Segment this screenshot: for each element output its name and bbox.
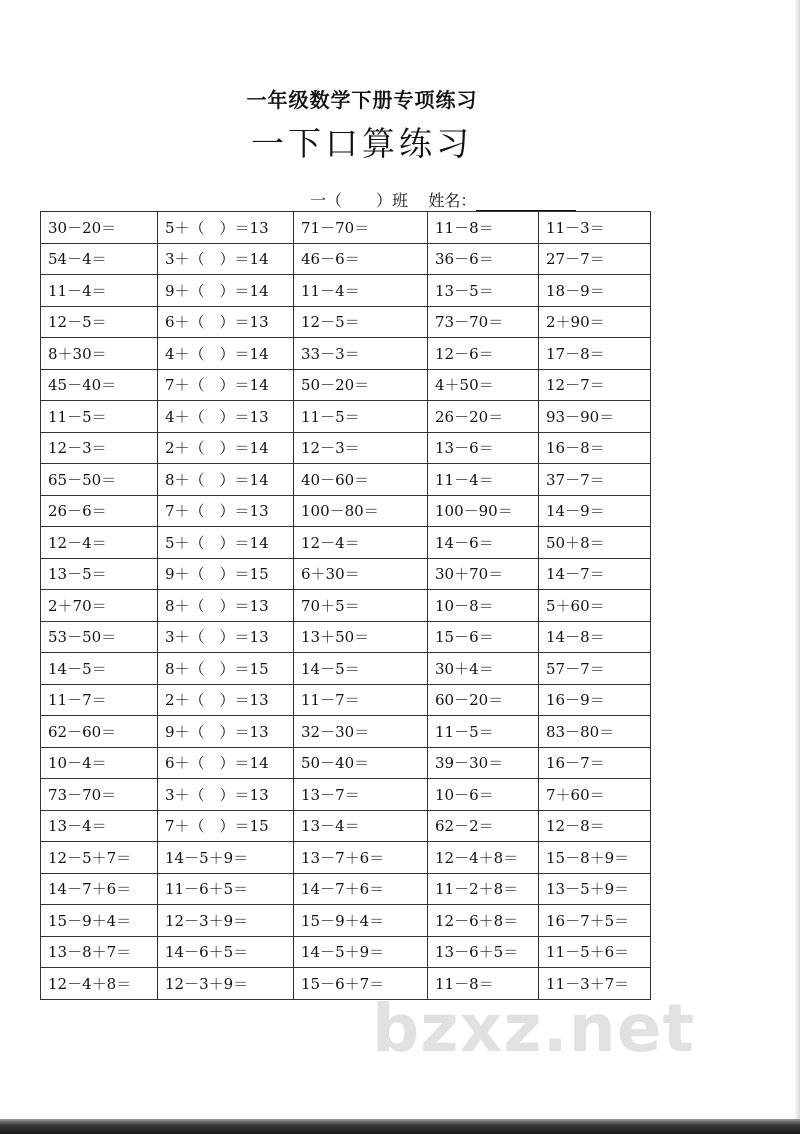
problem-cell: 17－8＝ xyxy=(539,338,651,370)
problem-cell: 73－70＝ xyxy=(41,779,158,811)
problem-cell: 9＋（ ）＝13 xyxy=(158,716,294,748)
problem-cell: 11－6＋5＝ xyxy=(158,873,294,905)
problem-cell: 15－8＋9＝ xyxy=(539,842,651,874)
table-row xyxy=(41,464,651,496)
table-row xyxy=(41,936,651,968)
problem-cell: 11－8＝ xyxy=(428,968,539,1000)
table-row xyxy=(41,653,651,685)
table-row xyxy=(41,873,651,905)
problem-cell: 11－8＝ xyxy=(428,212,539,244)
table-row xyxy=(41,432,651,464)
table-row xyxy=(41,684,651,716)
table-row xyxy=(41,716,651,748)
problem-cell: 5＋60＝ xyxy=(539,590,651,622)
problem-cell: 100－80＝ xyxy=(294,495,428,527)
problem-cell: 10－6＝ xyxy=(428,779,539,811)
worksheet-subtitle: 一年级数学下册专项练习 xyxy=(246,88,478,112)
problem-cell: 11－7＝ xyxy=(41,684,158,716)
table-row xyxy=(41,495,651,527)
problem-cell: 12－4＋8＝ xyxy=(428,842,539,874)
problem-cell: 14－6＝ xyxy=(428,527,539,559)
problem-cell: 5＋（ ）＝14 xyxy=(158,527,294,559)
problem-cell: 12－5＝ xyxy=(294,306,428,338)
problem-cell: 53－50＝ xyxy=(41,621,158,653)
problem-cell: 16－7＝ xyxy=(539,747,651,779)
problem-cell: 62－60＝ xyxy=(41,716,158,748)
table-row xyxy=(41,905,651,937)
problem-cell: 3＋（ ）＝14 xyxy=(158,243,294,275)
problem-cell: 4＋50＝ xyxy=(428,369,539,401)
problem-cell: 12－5＝ xyxy=(41,306,158,338)
problem-cell: 12－6＋8＝ xyxy=(428,905,539,937)
problem-cell: 13－4＝ xyxy=(41,810,158,842)
name-blank-line[interactable] xyxy=(476,196,576,211)
problem-cell: 14－5＋9＝ xyxy=(294,936,428,968)
problem-cell: 12－6＝ xyxy=(428,338,539,370)
problem-cell: 32－30＝ xyxy=(294,716,428,748)
problem-cell: 13－8＋7＝ xyxy=(41,936,158,968)
problem-cell: 50＋8＝ xyxy=(539,527,651,559)
problem-cell: 2＋（ ）＝13 xyxy=(158,684,294,716)
problem-cell: 71－70＝ xyxy=(294,212,428,244)
problem-cell: 8＋（ ）＝14 xyxy=(158,464,294,496)
problem-cell: 11－4＝ xyxy=(428,464,539,496)
class-prefix: 一（ xyxy=(310,191,343,210)
problem-cell: 30＋4＝ xyxy=(428,653,539,685)
viewer-bottom-bar xyxy=(0,1119,800,1134)
page-edge xyxy=(794,0,800,1134)
problem-cell: 14－7＝ xyxy=(539,558,651,590)
problem-cell: 15－6＋7＝ xyxy=(294,968,428,1000)
problem-cell: 10－8＝ xyxy=(428,590,539,622)
problem-cell: 13－7＋6＝ xyxy=(294,842,428,874)
problem-cell: 12－3＋9＝ xyxy=(158,968,294,1000)
problem-cell: 12－3＝ xyxy=(294,432,428,464)
table-row xyxy=(41,810,651,842)
problem-cell: 13－7＝ xyxy=(294,779,428,811)
problem-cell: 2＋90＝ xyxy=(539,306,651,338)
problem-cell: 12－4＋8＝ xyxy=(41,968,158,1000)
problem-cell: 73－70＝ xyxy=(428,306,539,338)
problem-cell: 14－5＝ xyxy=(41,653,158,685)
problem-cell: 7＋60＝ xyxy=(539,779,651,811)
problem-cell: 11－5＝ xyxy=(294,401,428,433)
problem-cell: 13－6＝ xyxy=(428,432,539,464)
problem-cell: 26－6＝ xyxy=(41,495,158,527)
problem-cell: 14－5＝ xyxy=(294,653,428,685)
problem-cell: 12－3＋9＝ xyxy=(158,905,294,937)
problem-cell: 50－20＝ xyxy=(294,369,428,401)
table-row xyxy=(41,275,651,307)
problem-cell: 37－7＝ xyxy=(539,464,651,496)
problem-cell: 30＋70＝ xyxy=(428,558,539,590)
problem-cell: 16－9＝ xyxy=(539,684,651,716)
problem-table xyxy=(40,211,651,1000)
table-row xyxy=(41,842,651,874)
problem-cell: 12－4＝ xyxy=(294,527,428,559)
problem-cell: 16－8＝ xyxy=(539,432,651,464)
problem-cell: 100－90＝ xyxy=(428,495,539,527)
problem-cell: 7＋（ ）＝14 xyxy=(158,369,294,401)
problem-cell: 33－3＝ xyxy=(294,338,428,370)
table-row xyxy=(41,243,651,275)
problem-cell: 40－60＝ xyxy=(294,464,428,496)
problem-cell: 6＋30＝ xyxy=(294,558,428,590)
problem-cell: 14－7＋6＝ xyxy=(41,873,158,905)
problem-cell: 7＋（ ）＝15 xyxy=(158,810,294,842)
problem-cell: 13－5＝ xyxy=(41,558,158,590)
problem-cell: 3＋（ ）＝13 xyxy=(158,779,294,811)
problem-cell: 14－9＝ xyxy=(539,495,651,527)
table-row xyxy=(41,779,651,811)
problem-cell: 12－8＝ xyxy=(539,810,651,842)
problem-cell: 30－20＝ xyxy=(41,212,158,244)
problem-cell: 26－20＝ xyxy=(428,401,539,433)
problem-cell: 11－7＝ xyxy=(294,684,428,716)
problem-cell: 13－6＋5＝ xyxy=(428,936,539,968)
problem-cell: 4＋（ ）＝14 xyxy=(158,338,294,370)
problem-cell: 12－5＋7＝ xyxy=(41,842,158,874)
problem-cell: 13－4＝ xyxy=(294,810,428,842)
problem-cell: 13＋50＝ xyxy=(294,621,428,653)
table-row xyxy=(41,747,651,779)
table-row xyxy=(41,401,651,433)
problem-cell: 14－6＋5＝ xyxy=(158,936,294,968)
class-suffix: ）班 xyxy=(376,191,409,210)
problem-cell: 93－90＝ xyxy=(539,401,651,433)
problem-cell: 8＋（ ）＝13 xyxy=(158,590,294,622)
problem-cell: 46－6＝ xyxy=(294,243,428,275)
problem-cell: 13－5＝ xyxy=(428,275,539,307)
problem-cell: 57－7＝ xyxy=(539,653,651,685)
problem-cell: 54－4＝ xyxy=(41,243,158,275)
problem-cell: 11－3＝ xyxy=(539,212,651,244)
table-row xyxy=(41,212,651,244)
problem-cell: 9＋（ ）＝14 xyxy=(158,275,294,307)
problem-cell: 36－6＝ xyxy=(428,243,539,275)
problem-cell: 15－9＋4＝ xyxy=(41,905,158,937)
problem-cell: 11－4＝ xyxy=(41,275,158,307)
problem-cell: 10－4＝ xyxy=(41,747,158,779)
problem-cell: 83－80＝ xyxy=(539,716,651,748)
problem-cell: 4＋（ ）＝13 xyxy=(158,401,294,433)
problem-cell: 12－4＝ xyxy=(41,527,158,559)
problem-cell: 14－5＋9＝ xyxy=(158,842,294,874)
watermark: bzxz.net xyxy=(372,990,696,1067)
problem-cell: 45－40＝ xyxy=(41,369,158,401)
problem-cell: 11－4＝ xyxy=(294,275,428,307)
problem-cell: 8＋30＝ xyxy=(41,338,158,370)
name-label: 姓名： xyxy=(428,191,477,210)
worksheet-title: 一下口算练习 xyxy=(251,124,473,163)
problem-cell: 65－50＝ xyxy=(41,464,158,496)
problem-cell: 70＋5＝ xyxy=(294,590,428,622)
problem-cell: 9＋（ ）＝15 xyxy=(158,558,294,590)
problem-cell: 11－2＋8＝ xyxy=(428,873,539,905)
problem-cell: 50－40＝ xyxy=(294,747,428,779)
problem-cell: 6＋（ ）＝13 xyxy=(158,306,294,338)
problem-cell: 11－5＝ xyxy=(41,401,158,433)
problem-cell: 16－7＋5＝ xyxy=(539,905,651,937)
problem-cell: 6＋（ ）＝14 xyxy=(158,747,294,779)
problem-cell: 13－5＋9＝ xyxy=(539,873,651,905)
table-row xyxy=(41,527,651,559)
table-row xyxy=(41,558,651,590)
problem-cell: 15－9＋4＝ xyxy=(294,905,428,937)
problem-cell: 11－3＋7＝ xyxy=(539,968,651,1000)
class-name-line xyxy=(310,188,576,211)
problem-cell: 14－7＋6＝ xyxy=(294,873,428,905)
table-row xyxy=(41,590,651,622)
problem-cell: 12－7＝ xyxy=(539,369,651,401)
problem-cell: 12－3＝ xyxy=(41,432,158,464)
problem-cell: 11－5＝ xyxy=(428,716,539,748)
problem-cell: 8＋（ ）＝15 xyxy=(158,653,294,685)
problem-cell: 27－7＝ xyxy=(539,243,651,275)
table-row xyxy=(41,306,651,338)
problem-cell: 15－6＝ xyxy=(428,621,539,653)
problem-cell: 60－20＝ xyxy=(428,684,539,716)
problem-cell: 2＋（ ）＝14 xyxy=(158,432,294,464)
problem-cell: 3＋（ ）＝13 xyxy=(158,621,294,653)
problem-cell: 39－30＝ xyxy=(428,747,539,779)
table-row xyxy=(41,621,651,653)
problem-cell: 18－9＝ xyxy=(539,275,651,307)
problem-cell: 5＋（ ）＝13 xyxy=(158,212,294,244)
problem-cell: 2＋70＝ xyxy=(41,590,158,622)
problem-cell: 62－2＝ xyxy=(428,810,539,842)
problem-cell: 7＋（ ）＝13 xyxy=(158,495,294,527)
problem-cell: 14－8＝ xyxy=(539,621,651,653)
problem-cell: 11－5＋6＝ xyxy=(539,936,651,968)
table-row xyxy=(41,338,651,370)
table-row xyxy=(41,369,651,401)
